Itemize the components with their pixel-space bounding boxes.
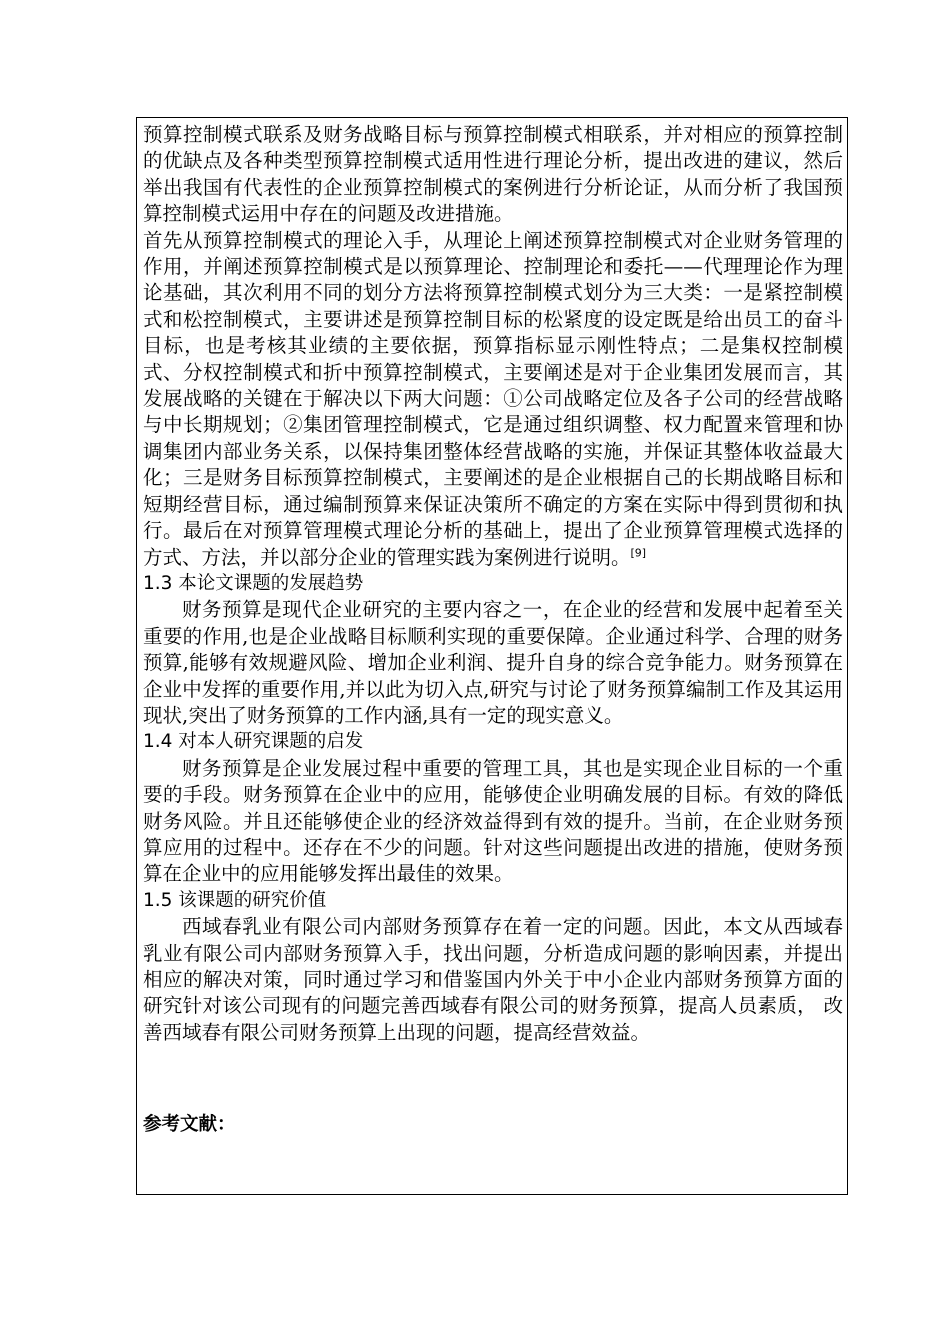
- section-body-1-5: 西域春乳业有限公司内部财务预算存在着一定的问题。因此，本文从西域春乳业有限公司内部财务预算入手，找出问题，分析造成问题的影响因素，并提出相应的解决对策，同时通过学习和借鉴国内外关于中小企业内部财务预算方面的研究针对该公司现有的问题完善西域春有限公司的财务预算，提高人员素质， 改善西域春有限公司财务预算上出现的问题，提高经营效益。: [143, 915, 843, 1044]
- intro-paragraph-2-text: 首先从预算控制模式的理论入手，从理论上阐述预算控制模式对企业财务管理的作用，并阐述预算控制模式是以预算理论、控制理论和委托——代理理论作为理论基础，其次利用不同的划分方法将预算控制模式划分为三大类：一是紧控制模式和松控制模式，主要讲述是预算控制目标的松紧度的设定既是给出员工的奋斗目标，也是考核其业绩的主要依据，预算指标显示刚性特点；二是集权控制模式、分权控制模式和折中预算控制模式，主要阐述是对于企业集团发展而言，其发展战略的关键在于解决以下两大问题：①公司战略定位及各子公司的经营战略与中长期规划；②集团管理控制模式，它是通过组织调整、权力配置来管理和协调集团内部业务关系，以保持集团整体经营战略的实施，并保证其整体收益最大化；三是财务目标预算控制模式，主要阐述的是企业根据自己的长期战略目标和短期经营目标，通过编制预算来保证决策所不确定的方案在实际中得到贯彻和执行。最后在对预算管理模式理论分析的基础上，提出了企业预算管理模式选择的方式、方法，并以部分企业的管理实践为案例进行说明。: [143, 228, 843, 569]
- document-body: [143, 122, 843, 1138]
- section-heading-1-5: 1.5 该课题的研究价值: [143, 889, 327, 911]
- citation-marker: [9]: [630, 546, 647, 559]
- references-heading: 参考文献：: [143, 1114, 236, 1136]
- section-body-1-4: 财务预算是企业发展过程中重要的管理工具，其也是实现企业目标的一个重要的手段。财务预算在企业中的应用，能够使企业明确发展的目标。有效的降低财务风险。并且还能够使企业的经济效益得到有效的提升。当前，在企业财务预算应用的过程中。还存在不少的问题。针对这些问题提出改进的措施，使财务预算在企业中的应用能够发挥出最佳的效果。: [143, 756, 843, 886]
- section-heading-1-3: 1.3 本论文课题的发展趋势: [143, 572, 364, 594]
- intro-paragraph-1: 预算控制模式联系及财务战略目标与预算控制模式相联系，并对相应的预算控制的优缺点及各种类型预算控制模式适用性进行理论分析，提出改进的建议，然后举出我国有代表性的企业预算控制模式的案例进行分析论证，从而分析了我国预算控制模式运用中存在的问题及改进措施。: [143, 123, 843, 226]
- section-heading-1-4: 1.4 对本人研究课题的启发: [143, 731, 364, 753]
- intro-paragraph-2: [143, 228, 843, 571]
- section-body-1-3: 财务预算是现代企业研究的主要内容之一，在企业的经营和发展中起着至关重要的作用,也是企业战略目标顺利实现的重要保障。企业通过科学、合理的财务预算,能够有效规避风险、增加企业利润、提升自身的综合竞争能力。财务预算在企业中发挥的重要作用,并以此为切入点,研究与讨论了财务预算编制工作及其运用现状,突出了财务预算的工作内涵,具有一定的现实意义。: [143, 598, 843, 727]
- blank-space: [143, 1046, 843, 1112]
